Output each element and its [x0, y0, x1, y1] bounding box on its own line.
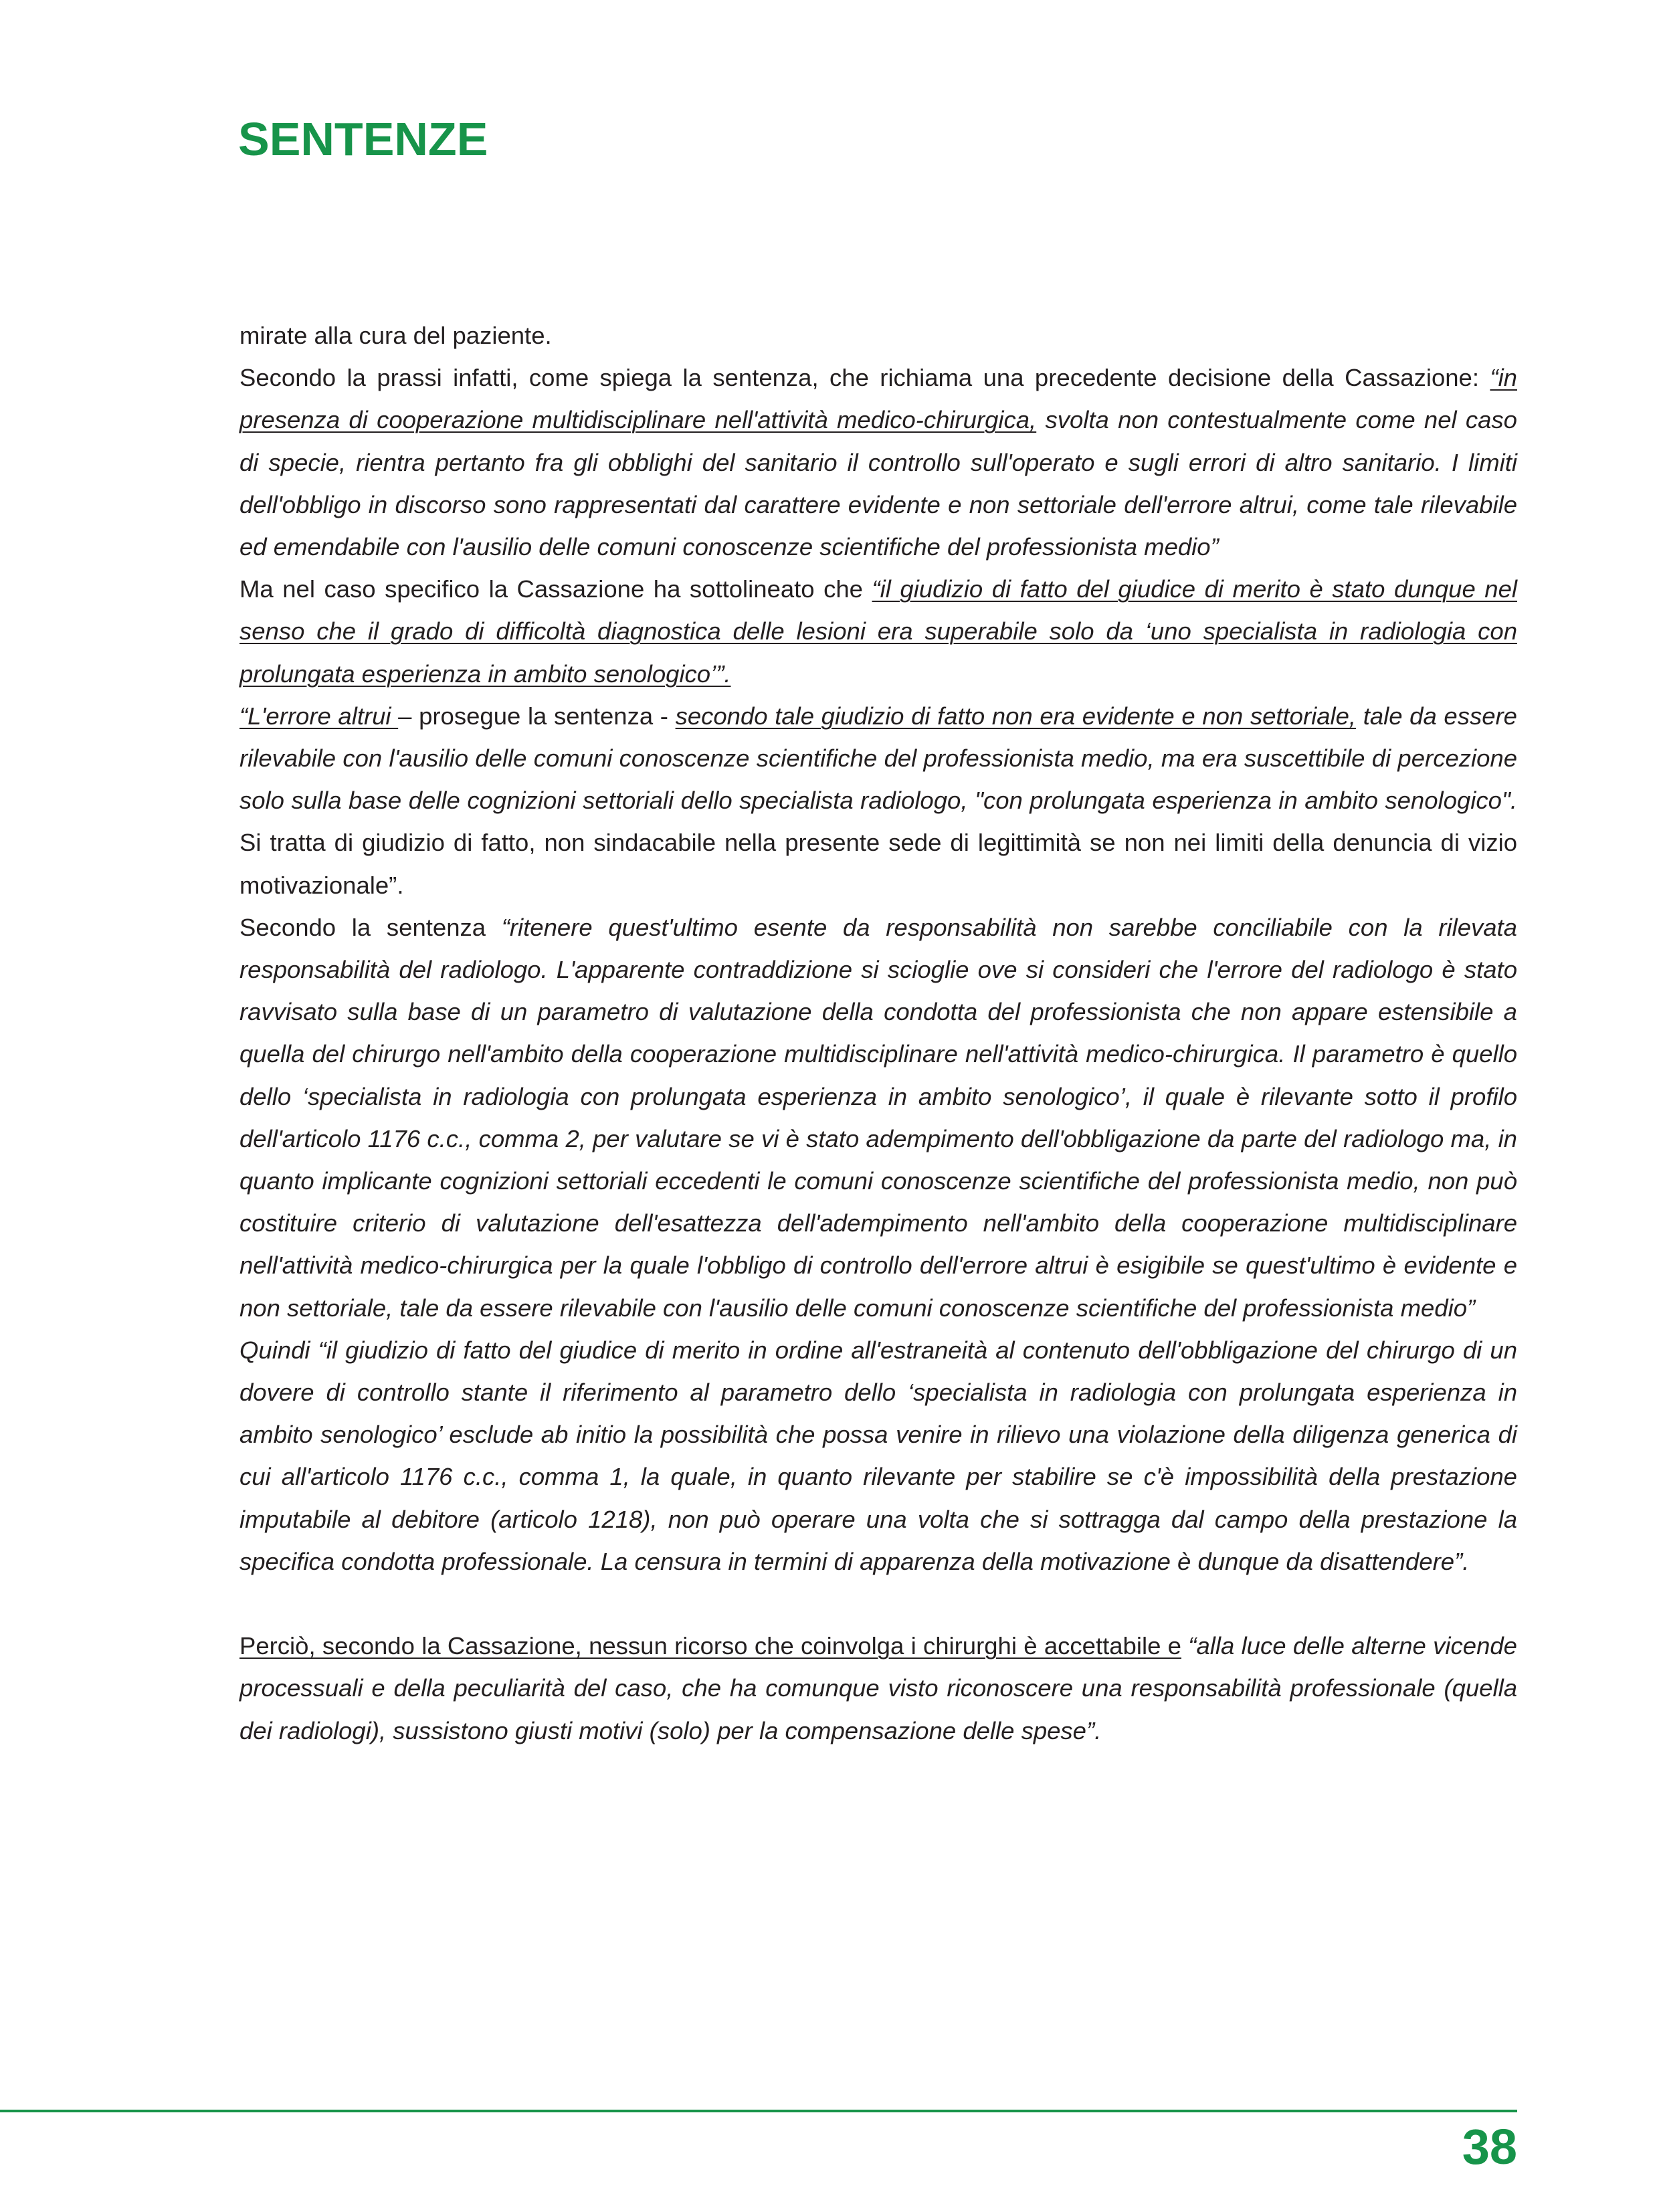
section-title: SENTENZE: [238, 113, 488, 165]
paragraph: [239, 1625, 1517, 1752]
quote-text: tale da essere rilevabile con l'ausilio delle comuni conoscenze scientifiche del professionista medio, ma era suscettibile di percezione solo sulla base delle cognizioni settoriali dello specialista radiologo, "con prolungata esperienza in ambito senologico".: [239, 702, 1517, 815]
quote-text: “alla luce delle alterne vicende processuali e della peculiarità del caso, che ha comunque visto riconoscere una responsabilità professionale (quella dei radiologi), sussistono giusti motivi (solo) per la compensazione delle spese”.: [239, 1632, 1517, 1744]
paragraph-text: Secondo la prassi infatti, come spiega la sentenza, che richiama una precedente decisione della Cassazione:: [239, 364, 1490, 392]
footer-divider: [0, 2110, 1517, 2112]
article-body: [239, 314, 1517, 1752]
paragraph-text: Ma nel caso specifico la Cassazione ha sottolineato che: [239, 575, 872, 603]
quote-text: svolta non contestualmente come nel caso di specie, rientra pertanto fra gli obblighi del sanitario il controllo sull'operato e sugli errori di altro sanitario. I limiti dell'obbligo in discorso sono rappresentati dal carattere evidente e non settoriale dell'errore altrui, come tale rilevabile ed emendabile con l'ausilio delle comuni conoscenze scientifiche del professionista medio”: [239, 406, 1517, 561]
paragraph-text: Si tratta di giudizio di fatto, non sindacabile nella presente sede di legittimità se non nei limiti della denuncia di vizio motivazionale”.: [239, 829, 1517, 899]
paragraph-text: Secondo la sentenza: [239, 913, 502, 941]
underlined-quote: “il giudizio di fatto del giudice di merito è stato dunque nel senso che il grado di difficoltà diagnostica delle lesioni era superabile solo da ‘uno specialista in radiologia con prolungata esperienza in ambito senologico’”.: [239, 575, 1517, 688]
paragraph-text: mirate alla cura del paziente.: [239, 322, 552, 349]
paragraph: [239, 568, 1517, 695]
underlined-quote: “L'errore altrui: [239, 702, 399, 730]
underlined-quote: “in presenza di cooperazione multidisciplinare nell'attività medico-chirurgica,: [239, 364, 1517, 434]
paragraph: [239, 695, 1517, 906]
underlined-quote: secondo tale giudizio di fatto non era evidente e non settoriale,: [675, 702, 1357, 730]
paragraph: [239, 906, 1517, 1329]
page-number: 38: [1462, 2119, 1517, 2175]
spacer: [1181, 1632, 1188, 1660]
quote-text: Quindi “il giudizio di fatto del giudice di merito in ordine all'estraneità al contenuto dell'obbligazione del chirurgo di un dovere di controllo stante il riferimento al parametro dello ‘specialista in radiologia con prolungata esperienza in ambito senologico’ esclude ab initio la possibilità che possa venire in rilievo una violazione della diligenza generica di cui all'articolo 1176 c.c., comma 1, la quale, in quanto rilevante per stabilire se c'è impossibilità della prestazione imputabile al debitore (articolo 1218), non può operare una volta che si sottragga dal campo della prestazione la specifica condotta professionale. La censura in termini di apparenza della motivazione è dunque da disattendere”.: [239, 1336, 1517, 1575]
quote-text: “ritenere quest'ultimo esente da responsabilità non sarebbe conciliabile con la rilevata responsabilità del radiologo. L'apparente contraddizione si scioglie ove si consideri che l'errore del radiologo è stato ravvisato sulla base di un parametro di valutazione della condotta del professionista che non appare estensibile a quella del chirurgo nell'ambito della cooperazione multidisciplinare nell'attività medico-chirurgica. Il parametro è quello dello ‘specialista in radiologia con prolungata esperienza in ambito senologico’, il quale è rilevante sotto il profilo dell'articolo 1176 c.c., comma 2, per valutare se vi è stato adempimento dell'obbligazione da parte del radiologo ma, in quanto implicante cognizioni settoriali eccedenti le comuni conoscenze scientifiche del professionista medio, non può costituire criterio di valutazione dell'esattezza dell'adempimento nell'ambito della cooperazione multidisciplinare nell'attività medico-chirurgica per la quale l'obbligo di controllo dell'errore altrui è esigibile se quest'ultimo è evidente e non settoriale, tale da essere rilevabile con l'ausilio delle comuni conoscenze scientifiche del professionista medio”: [239, 913, 1517, 1322]
paragraph: [239, 314, 1517, 357]
paragraph-text: – prosegue la sentenza -: [398, 702, 676, 730]
paragraph: [239, 1329, 1517, 1583]
underlined-text: Perciò, secondo la Cassazione, nessun ricorso che coinvolga i chirurghi è accettabile e: [239, 1632, 1181, 1660]
paragraph: [239, 357, 1517, 568]
